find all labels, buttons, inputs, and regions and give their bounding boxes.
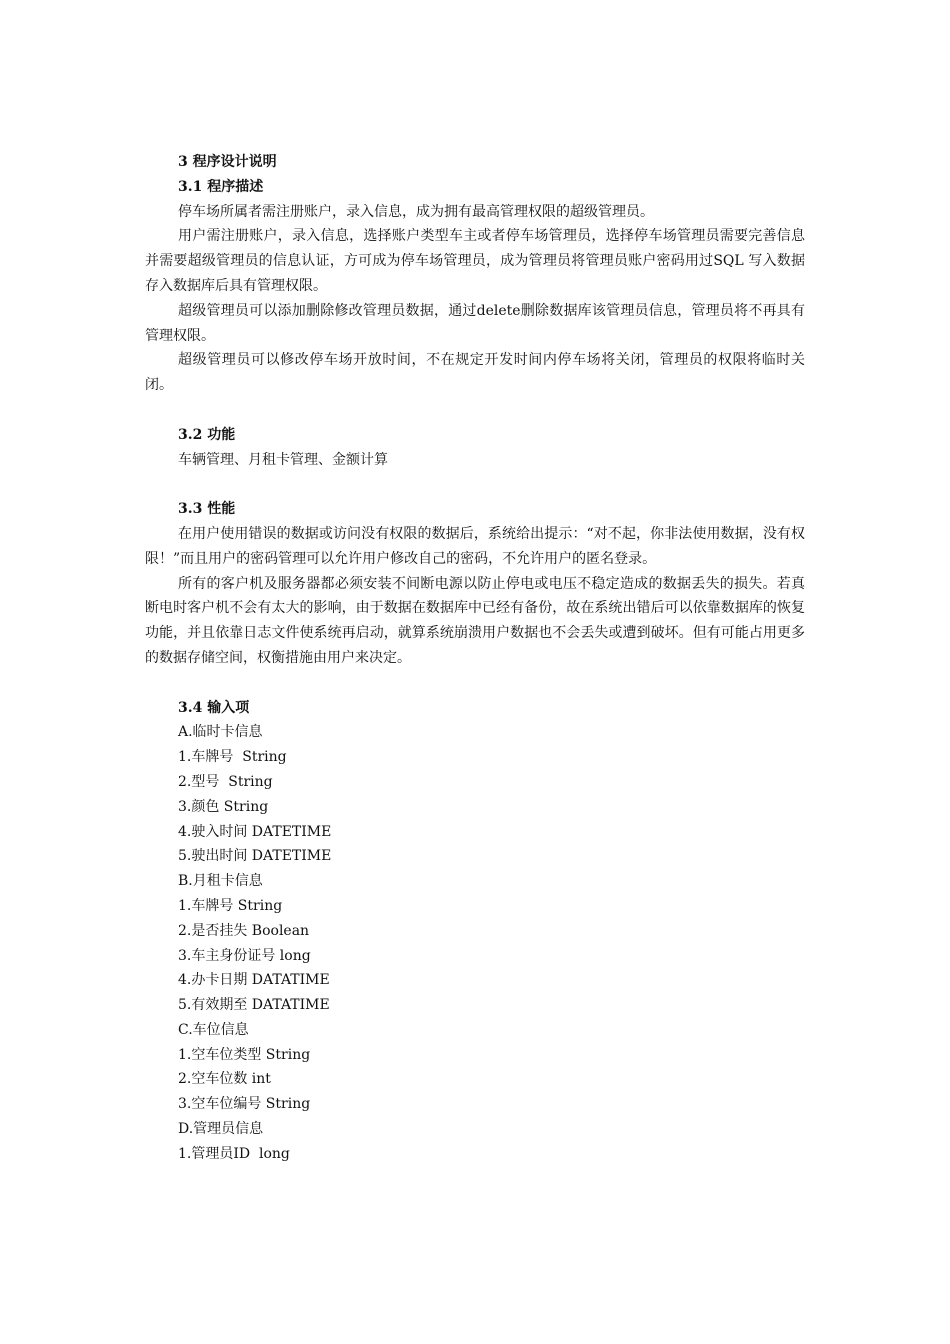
list-item: 1.车牌号 String [178,897,283,914]
document-body [145,150,805,1167]
list-item: 3.空车位编号 String [178,1096,311,1113]
spacer [145,398,805,423]
list-item: 3.颜色 String [178,798,269,815]
list-item: A.临时卡信息 [178,724,263,741]
paragraph: 车辆管理、月租卡管理、金额计算 [178,451,388,468]
list-item: D.管理员信息 [178,1121,264,1138]
list-item: 5.驶出时间 DATETIME [178,848,332,865]
list-item: B.月租卡信息 [178,873,263,890]
subsection-heading: 3.1 程序描述 [178,178,264,195]
subsection-heading: 3.3 性能 [178,501,236,518]
paragraph: 超级管理员可以修改停车场开放时间，不在规定开发时间内停车场将关闭，管理员的权限将临时关闭。 [145,352,805,394]
section-heading: 3 程序设计说明 [178,154,277,170]
spacer [145,671,805,696]
list-item: 5.有效期至 DATATIME [178,997,330,1014]
paragraph: 所有的客户机及服务器都必须安装不间断电源以防止停电或电压不稳定造成的数据丢失的损失。若真断电时客户机不会有太大的影响，由于数据在数据库中已经有备份，故在系统出错后可以依靠数据库的恢复功能，并且依靠日志文件使系统再启动，就算系统崩溃用户数据也不会丢失或遭到破坏。但有可能占用更多的数据存储空间，权衡措施由用户来决定。 [145,575,805,666]
subsection-heading: 3.2 功能 [178,426,236,443]
list-item: 4.驶入时间 DATETIME [178,823,332,840]
paragraph: 停车场所属者需注册账户，录入信息，成为拥有最高管理权限的超级管理员。 [178,203,654,220]
list-item: 1.管理员ID long [178,1145,290,1162]
list-item: 1.空车位类型 String [178,1046,311,1063]
list-item: 2.是否挂失 Boolean [178,922,310,939]
list-item: 1.车牌号 String [178,749,287,766]
list-item: C.车位信息 [178,1021,249,1038]
list-item: 2.空车位数 int [178,1071,271,1088]
paragraph: 超级管理员可以添加删除修改管理员数据，通过delete删除数据库该管理员信息，管理员将不再具有管理权限。 [145,302,805,344]
list-item: 3.车主身份证号 long [178,947,311,964]
paragraph: 在用户使用错误的数据或访问没有权限的数据后，系统给出提示：“对不起，你非法使用数据，没有权限！”而且用户的密码管理可以允许用户修改自己的密码，不允许用户的匿名登录。 [145,525,805,567]
paragraph: 用户需注册账户，录入信息，选择账户类型车主或者停车场管理员，选择停车场管理员需要完善信息并需要超级管理员的信息认证，方可成为停车场管理员，成为管理员将管理员账户密码用过SQL 写入数据存入数据库后具有管理权限。 [145,228,805,294]
list-item: 2.型号 String [178,773,273,790]
subsection-heading: 3.4 输入项 [178,699,250,716]
list-item: 4.办卡日期 DATATIME [178,972,330,989]
spacer [145,472,805,497]
